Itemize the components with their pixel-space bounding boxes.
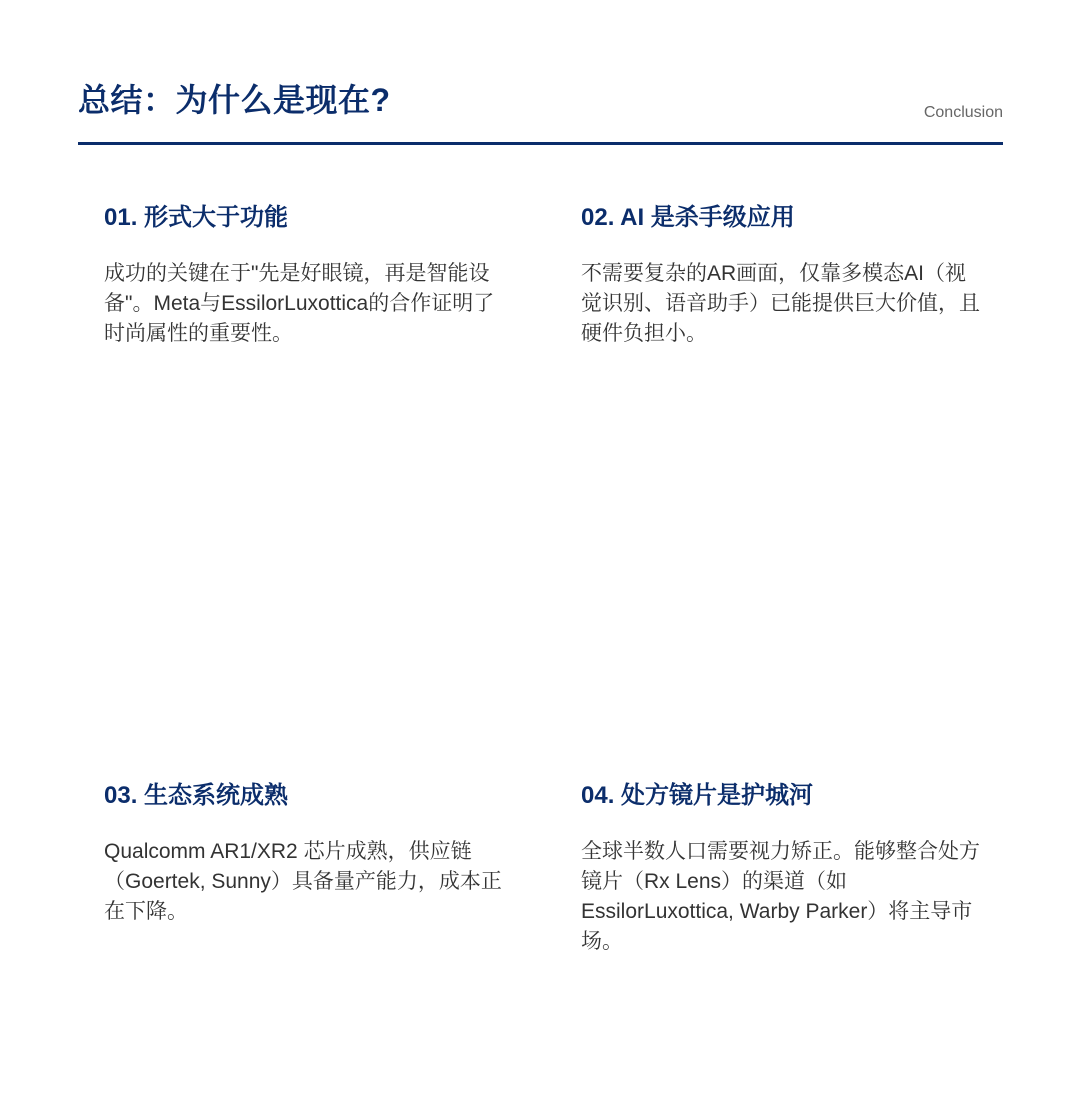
page-header	[78, 78, 1003, 145]
point-card-ecosystem-mature	[104, 780, 504, 927]
card-body: 成功的关键在于"先是好眼镜，再是智能设备"。Meta与EssilorLuxottica的合作证明了时尚属性的重要性。	[104, 262, 495, 345]
point-card-form-over-function	[104, 202, 504, 349]
card-heading: 02. AI 是杀手级应用	[581, 204, 795, 231]
card-heading: 03. 生态系统成熟	[104, 782, 289, 809]
point-card-ai-killer-app	[581, 202, 981, 349]
card-heading: 01. 形式大于功能	[104, 204, 289, 231]
page-subtitle: Conclusion	[923, 104, 1003, 121]
point-card-prescription-moat	[581, 780, 981, 957]
page-title: 总结：为什么是现在?	[78, 82, 391, 118]
card-body: 不需要复杂的AR画面，仅靠多模态AI（视觉识别、语音助手）已能提供巨大价值，且硬件负担小。	[581, 262, 980, 345]
card-heading: 04. 处方镜片是护城河	[581, 782, 814, 809]
card-body: Qualcomm AR1/XR2 芯片成熟，供应链（Goertek, Sunny）具备量产能力，成本正在下降。	[104, 840, 502, 923]
card-body: 全球半数人口需要视力矫正。能够整合处方镜片（Rx Lens）的渠道（如EssilorLuxottica, Warby Parker）将主导市场。	[581, 840, 980, 953]
